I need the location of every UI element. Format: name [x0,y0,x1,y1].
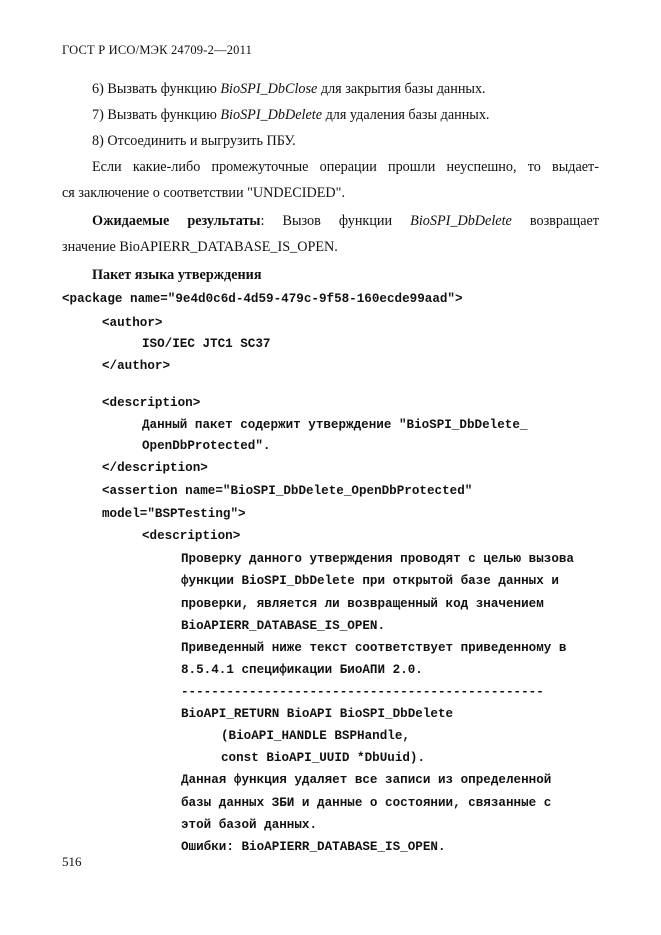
code-line: const BioAPI_UUID *DbUuid). [221,751,426,765]
code-separator: ------------------------------------------------ [181,685,544,699]
code-line: ISO/IEC JTC1 SC37 [142,337,271,351]
section-heading: Пакет языка утверждения [92,267,262,283]
fail-paragraph-line-2: ся заключение о соответствии "UNDECIDED". [62,185,345,201]
step-8: 8) Отсоединить и выгрузить ПБУ. [92,133,296,149]
expected-results-line-2: значение BioAPIERR_DATABASE_IS_OPEN. [62,239,338,255]
code-line: <description> [142,529,241,543]
code-line: Данный пакет содержит утверждение "BioSPI_DbDelete_ [142,418,528,432]
expected-results-label: Ожидаемые результаты [92,213,261,229]
code-line: </description> [102,461,208,475]
document-header: ГОСТ Р ИСО/МЭК 24709-2—2011 [62,43,253,57]
step-7-suffix: для удаления базы данных. [322,107,490,123]
code-line: BioAPI_RETURN BioAPI BioSPI_DbDelete [181,707,454,721]
code-line: OpenDbProtected". [142,439,271,453]
expected-results-function: BioSPI_DbDelete [410,213,512,229]
code-line: model="BSPTesting"> [102,507,246,521]
code-line: проверки, является ли возвращенный код значением [181,597,544,611]
code-line: функции BioSPI_DbDelete при открытой базе данных и [181,574,559,588]
step-7 [92,108,489,122]
code-line: <author> [102,316,163,330]
expected-results-text-end: возвращает [511,213,599,229]
step-6-suffix: для закрытия базы данных. [317,81,486,97]
code-line: <package name="9e4d0c6d-4d59-479c-9f58-160ecde99aad"> [62,292,463,306]
code-line: BioAPIERR_DATABASE_IS_OPEN. [181,619,386,633]
page-number: 516 [62,854,82,869]
step-6 [92,82,486,96]
code-line: 8.5.4.1 спецификации БиоАПИ 2.0. [181,663,423,677]
code-line: Проверку данного утверждения проводят с целью вызова [181,552,574,566]
code-line: Данная функция удаляет все записи из определенной [181,773,552,787]
expected-results-line-1 [92,214,599,228]
step-6-prefix: 6) Вызвать функцию [92,81,221,97]
code-line: этой базой данных. [181,818,318,832]
step-6-function: BioSPI_DbClose [220,81,318,97]
fail-paragraph-line-1: Если какие-либо промежуточные операции прошли неуспешно, то выдает- [92,159,599,175]
code-line: <assertion name="BioSPI_DbDelete_OpenDbProtected" [102,484,473,498]
step-7-prefix: 7) Вызвать функцию [92,107,221,123]
expected-results-text: : Вызов функции [260,213,411,229]
code-line: Ошибки: BioAPIERR_DATABASE_IS_OPEN. [181,840,446,854]
code-line: </author> [102,359,171,373]
code-line: <description> [102,396,201,410]
step-7-function: BioSPI_DbDelete [220,107,323,123]
code-line: (BioAPI_HANDLE BSPHandle, [221,729,410,743]
code-line: Приведенный ниже текст соответствует приведенному в [181,641,567,655]
code-line: базы данных ЗБИ и данные о состоянии, связанные с [181,796,552,810]
